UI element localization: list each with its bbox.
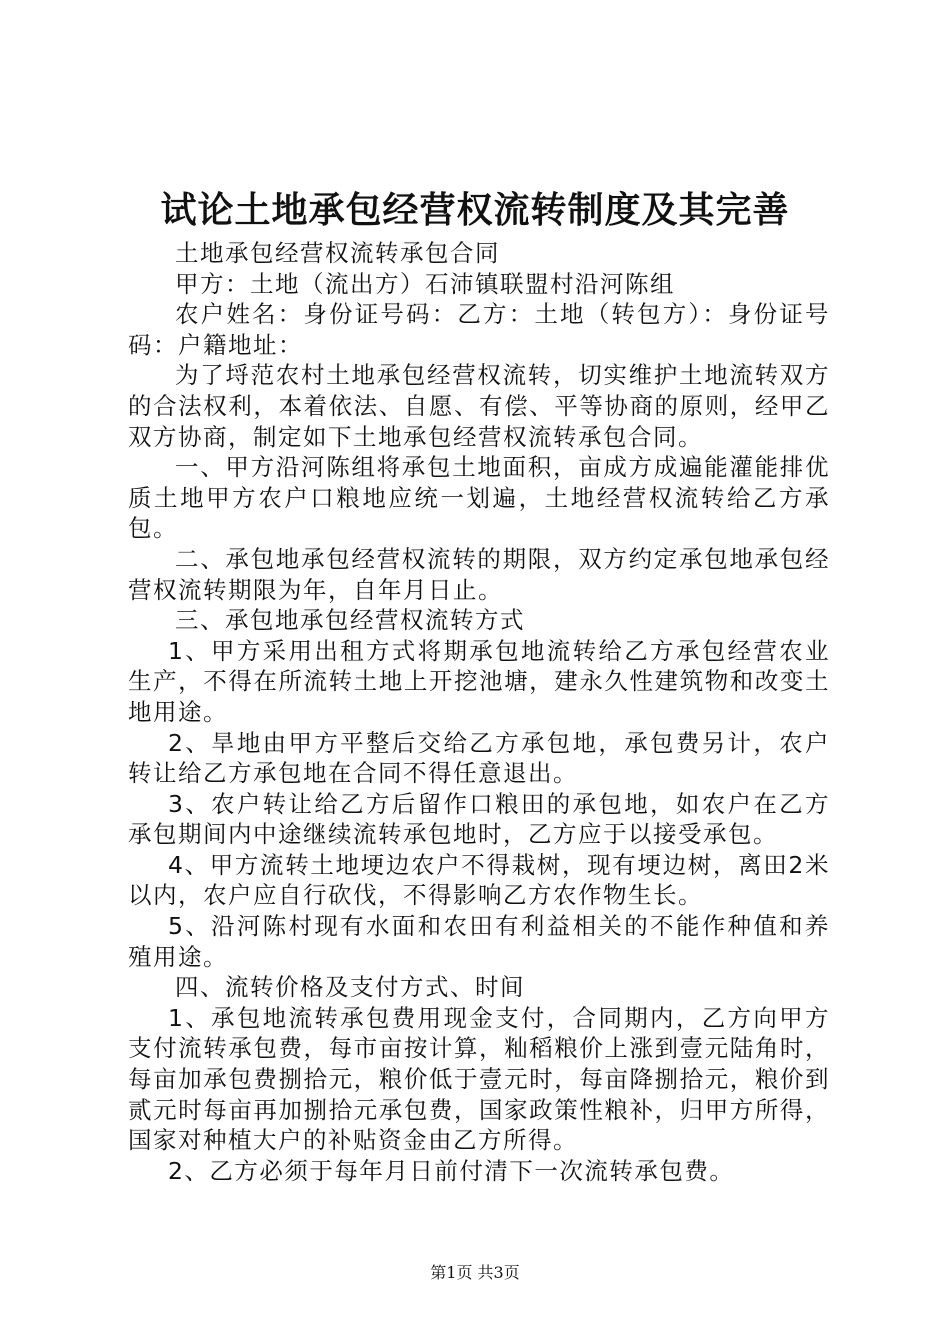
page-footer: 第1页 共3页 [430, 1263, 520, 1282]
paragraph: 1、甲方采用出租方式将期承包地流转给乙方承包经营农业生产，不得在所流转土地上开挖池塘，建永久性建筑物和改变土地用途。 [128, 636, 830, 726]
paragraph: 2、乙方必须于每年月日前付清下一次流转承包费。 [167, 1156, 735, 1185]
paragraph: 2、旱地由甲方平整后交给乙方承包地，承包费另计，农户转让给乙方承包地在合同不得任意退出。 [128, 728, 830, 788]
paragraph: 土地承包经营权流转承包合同 [175, 239, 500, 267]
paragraph: 4、甲方流转土地埂边农户不得栽树，现有埂边树，离田2米以内，农户应自行砍伐，不得影响乙方农作物生长。 [128, 850, 830, 910]
paragraph: 5、沿河陈村现有水面和农田有利益相关的不能作种值和养殖用途。 [128, 912, 830, 971]
document-title: 试论土地承包经营权流转制度及其完善 [160, 189, 790, 231]
paragraph: 为了埒范农村土地承包经营权流转，切实维护土地流转双方的合法权利，本着依法、自愿、有偿、平等协商的原则，经甲乙双方协商，制定如下土地承包经营权流转承包合同。 [128, 361, 830, 451]
paragraph: 一、甲方沿河陈组将承包土地面积，亩成方成遍能灌能排优质土地甲方农户口粮地应统一划遍，土地经营权流转给乙方承包。 [128, 453, 830, 543]
paragraph: 二、承包地承包经营权流转的期限，双方约定承包地承包经营权流转期限为年，自年月日止。 [128, 544, 830, 604]
paragraph: 四、流转价格及支付方式、时间 [175, 973, 525, 1002]
paragraph: 三、承包地承包经营权流转方式 [175, 606, 525, 635]
paragraph: 3、农户转让给乙方后留作口粮田的承包地，如农户在乙方承包期间内中途继续流转承包地时，乙方应于以接受承包。 [128, 789, 830, 849]
paragraph: 农户姓名：身份证号码：乙方：土地（转包方）：身份证号码：户籍地址： [128, 300, 830, 359]
document-body [128, 238, 830, 1186]
paragraph: 甲方：土地（流出方）石沛镇联盟村沿河陈组 [175, 269, 675, 298]
paragraph: 1、承包地流转承包费用现金支付，合同期内，乙方向甲方支付流转承包费，每市亩按计算，籼稻粮价上涨到壹元陆角时，每亩加承包费捌拾元，粮价低于壹元时，每亩降捌拾元，粮价到贰元时每亩再加捌拾元承包费，国家政策性粮补，归甲方所得，国家对种植大户的补贴资金由乙方所得。 [128, 1003, 830, 1155]
